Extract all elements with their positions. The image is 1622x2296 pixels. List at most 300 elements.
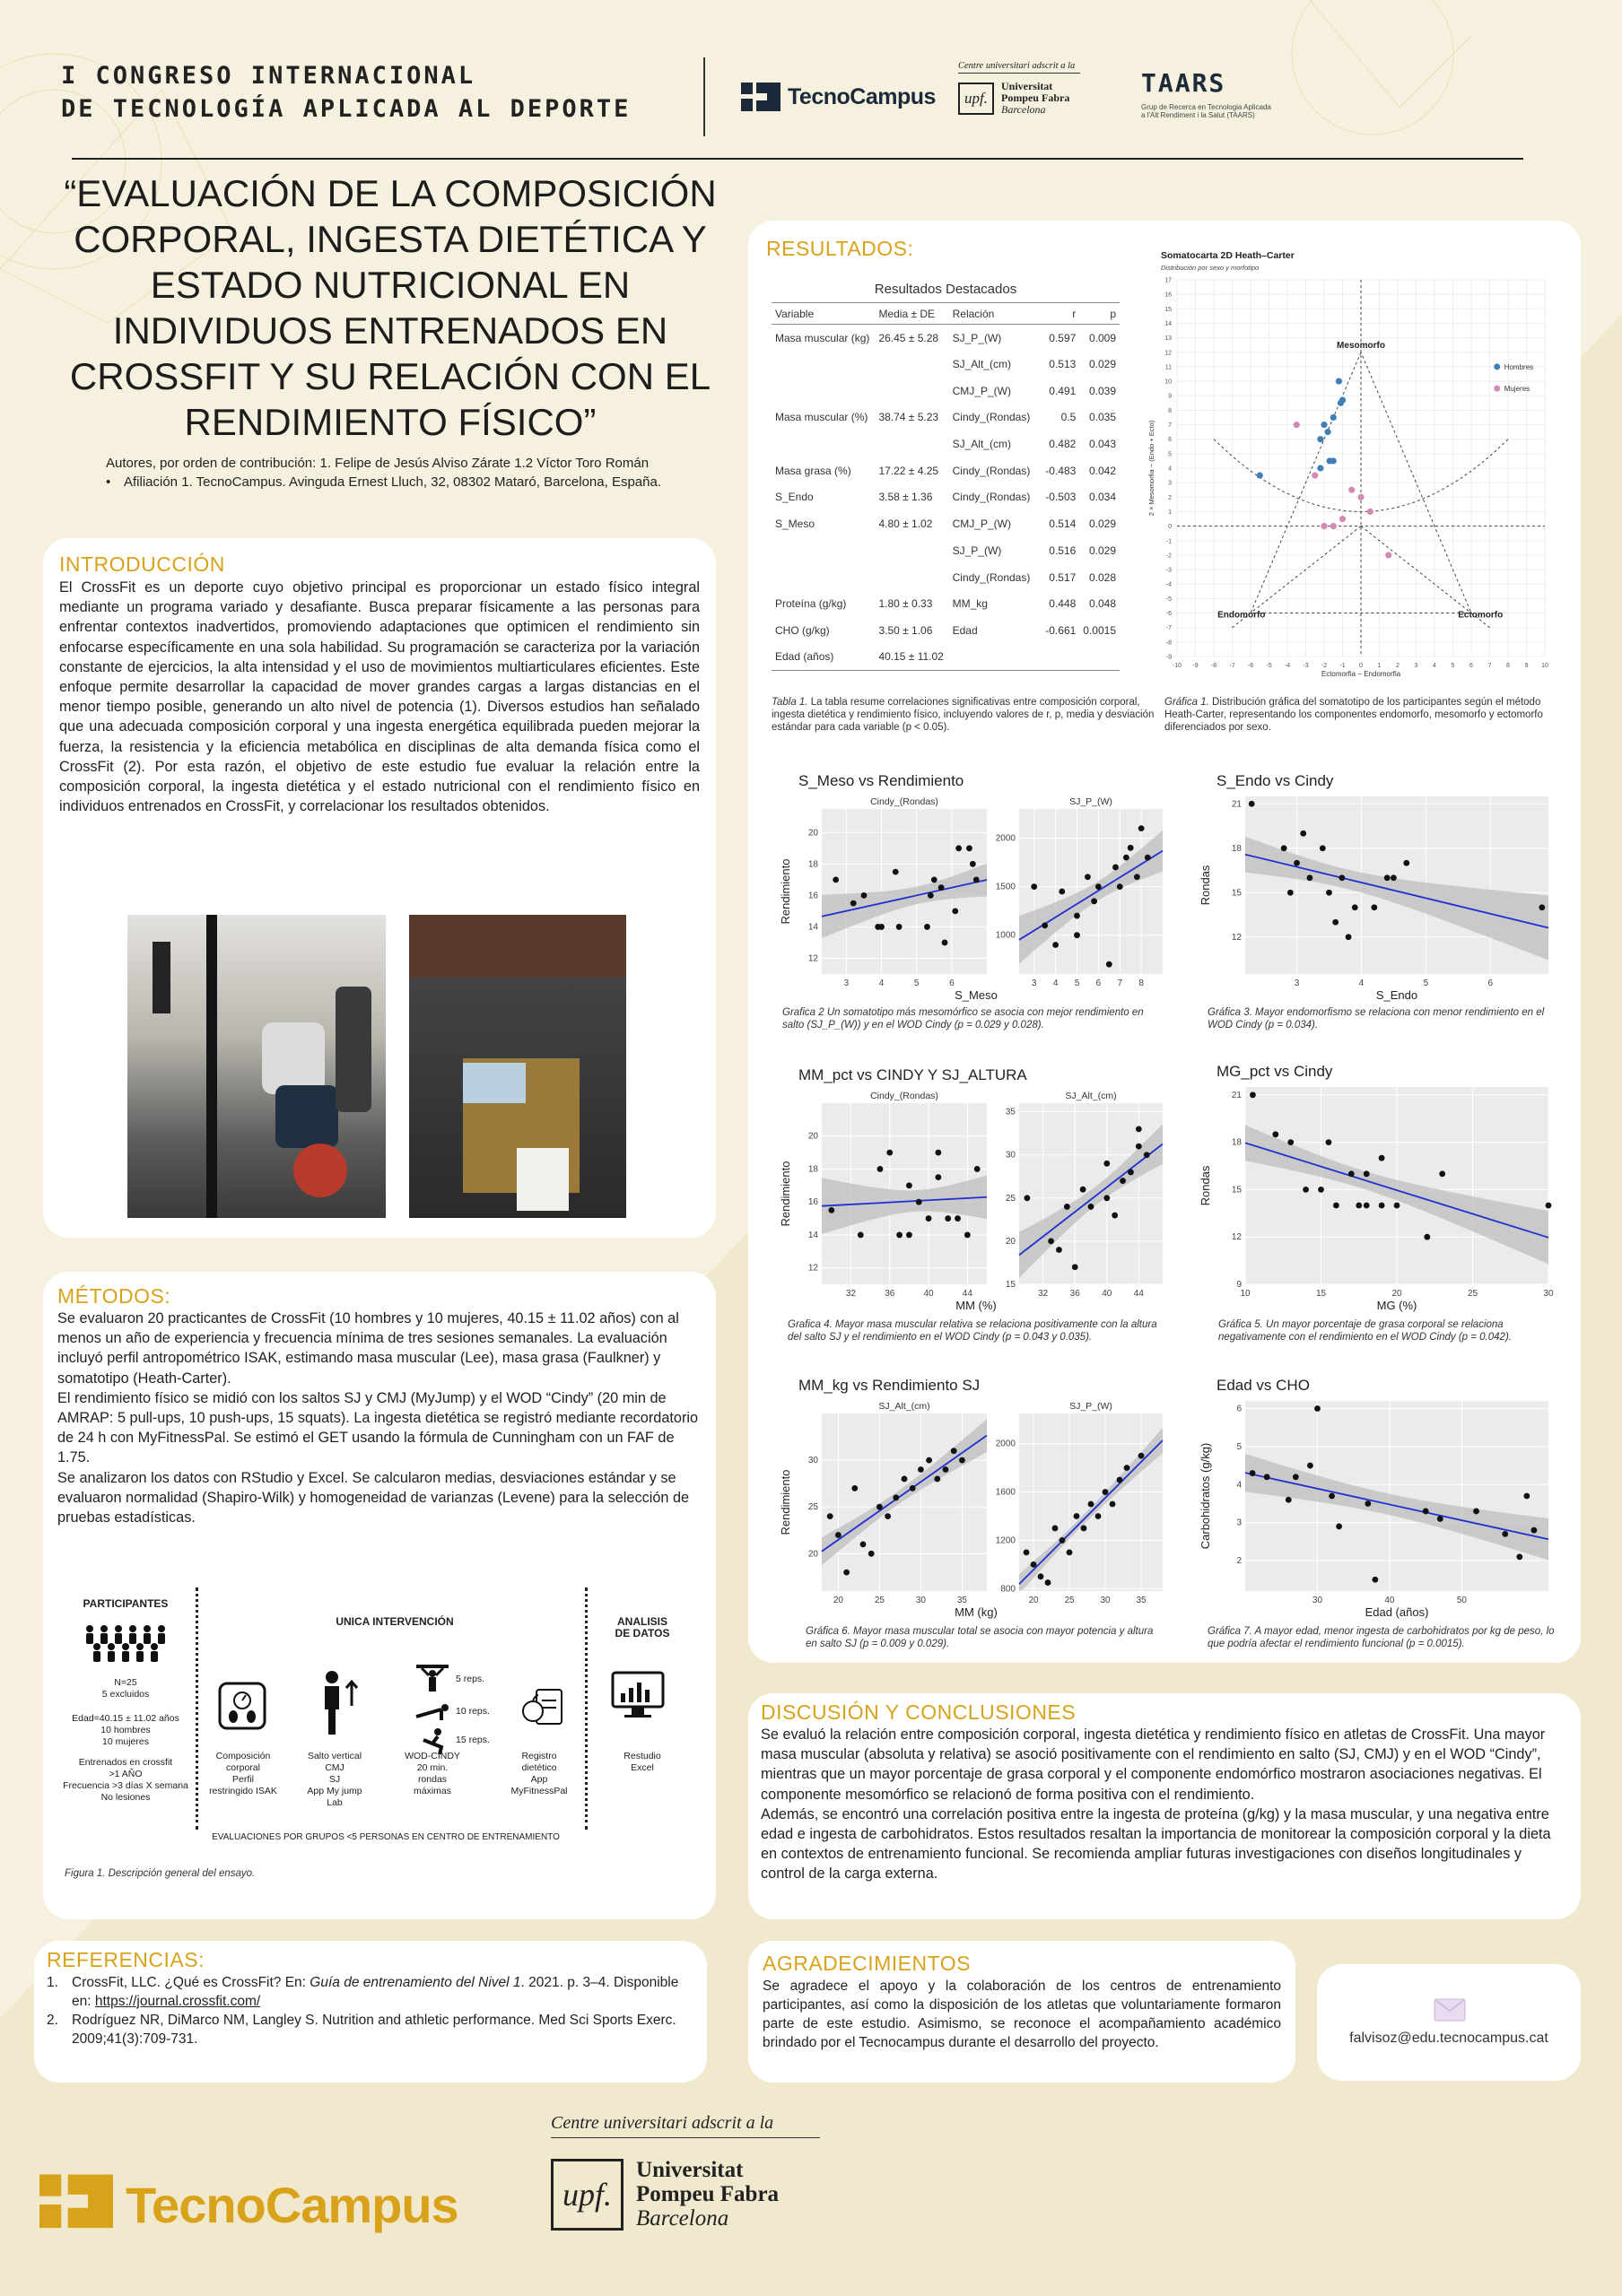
y-axis-title: Rondas <box>1199 1165 1212 1206</box>
y-tick-label: 21 <box>1231 799 1242 810</box>
adscrit-text: Centre universitari adscrit a la <box>958 61 1080 74</box>
data-point <box>1112 1213 1118 1219</box>
y-tick-label: 14 <box>807 922 818 933</box>
fig1-composition <box>203 1751 283 1797</box>
discussion-heading: DISCUSIÓN Y CONCLUSIONES <box>761 1700 1077 1724</box>
table-row <box>772 484 1120 511</box>
references-list <box>47 1973 693 2048</box>
methods-p1: Se evaluaron 20 practicantes de CrossFit (10 hombres y 10 mujeres, 40.15 ± 11.02 años) con al menos un año de experiencia y frecuencia mínima de tres sesiones semanales. La evaluación incluyó perfil antropométrico ISAK, estimando masa muscular (Lee), masa grasa (Faulkner) y somatotipo (Heath-Carter). <box>57 1310 679 1387</box>
data-point <box>1531 1527 1538 1534</box>
upf-name-3: Barcelona <box>1000 103 1046 116</box>
y-tick-label: 7 <box>1168 422 1172 430</box>
table-cell: 0.513 <box>1049 358 1077 371</box>
x-tick-label: -1 <box>1339 663 1346 669</box>
data-point <box>1138 1453 1145 1459</box>
x-tick-label: -2 <box>1321 663 1328 669</box>
table-cell: CHO (g/kg) <box>775 623 830 637</box>
data-point <box>1385 552 1391 558</box>
title-line-3: ESTADO NUTRICIONAL EN <box>150 264 631 306</box>
data-point <box>828 1207 834 1213</box>
data-point <box>1391 874 1397 881</box>
y-tick-label: 20 <box>807 1549 818 1560</box>
data-point <box>1307 874 1313 881</box>
data-point <box>851 1485 858 1492</box>
tecnocampus-footer-wordmark: TecnoCampus <box>126 2176 458 2233</box>
data-point <box>1372 1577 1378 1583</box>
y-tick-label: 15 <box>1005 1280 1016 1290</box>
authors-block: Autores, por orden de contribución: 1. Felipe de Jesús Alviso Zárate 1.2 Víctor Toro Román • Afiliación 1. TecnoCampus. Avinguda Ernest Lluch, 32, 08302 Mataró, Barcelona, España. <box>106 454 716 491</box>
x-tick-label: 40 <box>923 1289 934 1299</box>
x-axis-title: MM (%) <box>955 1299 997 1312</box>
y-tick-label: 12 <box>1231 932 1242 943</box>
data-point <box>1064 1204 1070 1210</box>
data-point <box>868 1551 875 1557</box>
x-tick-label: 4 <box>1052 978 1059 988</box>
x-tick-label: 9 <box>1524 663 1529 669</box>
col-mean: Media ± DE <box>875 303 948 325</box>
data-point <box>1136 1126 1142 1132</box>
data-point <box>1134 874 1140 880</box>
table-cell: 4.80 ± 1.02 <box>878 517 933 531</box>
upf-logo-header <box>958 61 1080 116</box>
data-point <box>1326 890 1332 896</box>
table-cell: 0.043 <box>1088 438 1116 451</box>
tecnocampus-logo-header <box>741 83 936 111</box>
data-point <box>1136 1144 1142 1150</box>
x-tick-label: 7 <box>1487 663 1492 669</box>
facet-label: SJ_Alt_(cm) <box>878 1401 930 1412</box>
fig1-jump-2: CMJ <box>325 1762 344 1773</box>
y-tick-label: 18 <box>807 859 818 870</box>
data-point <box>1103 1489 1109 1495</box>
table-cell <box>772 564 875 591</box>
data-point <box>1042 922 1048 928</box>
footer-upf-2: Pompeu Fabra <box>636 2182 780 2206</box>
photo-squat <box>127 915 386 1218</box>
x-tick-label: 3 <box>843 978 850 988</box>
data-point <box>1287 1139 1294 1145</box>
contact-panel <box>1317 1964 1581 2081</box>
data-point <box>1371 904 1377 910</box>
data-point <box>1072 1264 1078 1270</box>
ref1-book: Guía de entrenamiento del Nivel 1 <box>310 1975 521 1990</box>
data-point <box>1473 1509 1479 1515</box>
x-tick-label: 6 <box>1095 978 1102 988</box>
data-point <box>1112 865 1119 871</box>
data-point <box>885 1513 891 1519</box>
y-tick-label: 30 <box>807 1456 818 1466</box>
table-cell: 17.22 ± 4.25 <box>878 464 939 477</box>
x-axis-title: Ectomorfia − Endomorfia <box>1321 670 1401 678</box>
data-point <box>1333 1203 1339 1209</box>
data-point <box>1293 1474 1299 1480</box>
x-tick-label: 4 <box>1433 663 1436 669</box>
upf-name-2: Pompeu Fabra <box>1000 91 1070 104</box>
congress-line1: I CONGRESO INTERNACIONAL <box>61 62 476 90</box>
data-point <box>970 861 976 867</box>
x-tick-label: -8 <box>1210 663 1217 669</box>
x-tick-label: 6 <box>1469 663 1473 669</box>
y-tick-label: 4 <box>1168 465 1172 473</box>
footer-adscrit: Centre universitari adscrit a la <box>551 2113 820 2138</box>
y-tick-label: 15 <box>1231 888 1242 899</box>
table-cell: 0.035 <box>1088 411 1116 424</box>
y-tick-label: 18 <box>807 1164 818 1175</box>
y-tick-label: 14 <box>807 1230 818 1240</box>
data-point <box>935 1150 941 1156</box>
header-rule <box>72 158 1523 160</box>
ref1-link[interactable]: https://journal.crossfit.com/ <box>94 1994 261 2009</box>
data-point <box>1546 1203 1552 1209</box>
table-cell: Cindy_(Rondas) <box>952 570 1031 584</box>
footer-upf-3: Barcelona <box>636 2206 729 2231</box>
data-point <box>1286 1497 1292 1503</box>
fig1-analysis-tools <box>597 1751 687 1774</box>
chart-subtitle: Distribución por sexo y morfotipo <box>1161 264 1260 272</box>
table-row <box>772 617 1120 644</box>
table-cell: 0.029 <box>1088 544 1116 557</box>
fig1-diet <box>499 1751 580 1797</box>
fig1-injuries: No lesiones <box>100 1792 151 1803</box>
table-cell <box>875 430 948 457</box>
table-cell: 0.514 <box>1049 517 1077 531</box>
table-cell: -0.503 <box>1045 491 1077 504</box>
data-point <box>1327 457 1333 464</box>
references-heading: REFERENCIAS: <box>47 1948 205 1971</box>
pullup-icon <box>414 1663 450 1693</box>
y-tick-label: 11 <box>1164 364 1172 371</box>
x-tick-label: 5 <box>1451 663 1455 669</box>
taars-sub1: Grup de Recerca en Tecnologia Aplicada <box>1141 103 1271 111</box>
chart-title: Somatocarta 2D Heath–Carter <box>1161 250 1295 261</box>
data-point <box>1424 1234 1430 1240</box>
y-tick-label: 15 <box>1164 306 1172 313</box>
table-cell: CMJ_P_(W) <box>952 517 1011 531</box>
data-point <box>1081 1526 1087 1532</box>
fig1-groups-note: EVALUACIONES POR GRUPOS <5 PERSONAS EN CENTRO DE ENTRENAMIENTO <box>212 1832 560 1842</box>
intro-heading: INTRODUCCIÓN <box>59 552 225 576</box>
data-point <box>1312 472 1318 478</box>
data-point <box>1031 1561 1037 1568</box>
data-point <box>1095 883 1102 890</box>
fig1-intervention-label: UNICA INTERVENCIÓN <box>336 1615 454 1628</box>
table-cell: 0.0015 <box>1083 623 1116 637</box>
y-tick-label: 5 <box>1168 451 1172 458</box>
data-point <box>1348 487 1355 493</box>
data-point <box>1091 898 1097 904</box>
data-point <box>1352 904 1358 910</box>
ref1-text: CrossFit, LLC. ¿Qué es CrossFit? En: <box>72 1975 310 1990</box>
table-cell: Masa muscular (%) <box>775 411 868 424</box>
pushup-icon <box>414 1702 450 1722</box>
data-point <box>955 1215 961 1222</box>
chart-title: MM_pct vs CINDY Y SJ_ALTURA <box>798 1066 1027 1083</box>
upf-mark: upf. <box>958 83 994 115</box>
y-tick-label: 2000 <box>995 1439 1016 1449</box>
data-point <box>1336 1524 1342 1530</box>
y-tick-label: 8 <box>1168 407 1172 414</box>
table-cell: Masa grasa (%) <box>775 464 851 477</box>
data-point <box>1318 1187 1324 1193</box>
y-tick-label: 1 <box>1168 509 1172 516</box>
label-ectomorfo: Ectomorfo <box>1458 610 1504 621</box>
y-tick-label: 6 <box>1236 1404 1242 1414</box>
title-line-5: CROSSFIT Y SU RELACIÓN CON EL <box>69 355 711 397</box>
data-point <box>1117 1477 1123 1483</box>
fig1-wod <box>388 1751 477 1797</box>
x-axis-title: S_Endo <box>1375 988 1418 1002</box>
data-point <box>1052 942 1059 948</box>
footer-upf-1: Universitat <box>636 2158 744 2182</box>
table-cell: 0.597 <box>1049 331 1077 344</box>
data-point <box>1516 1553 1522 1560</box>
y-tick-label: 12 <box>1231 1232 1242 1243</box>
people-group-icon <box>81 1623 170 1663</box>
data-point <box>1294 860 1300 866</box>
table-cell: 0.5 <box>1060 411 1077 424</box>
data-point <box>1364 1170 1370 1177</box>
ref1-text-2: . 2021. p. 3–4. Disponible en: <box>72 1975 679 2009</box>
scale-icon <box>217 1681 267 1731</box>
table1-caption <box>772 696 1157 734</box>
data-point <box>886 1150 893 1156</box>
table-row <box>772 510 1120 537</box>
chart-mgpct-vs-cindy <box>1199 1060 1557 1315</box>
x-tick-label: 4 <box>878 978 885 988</box>
table-cell <box>875 351 948 378</box>
x-tick-label: 36 <box>885 1289 895 1299</box>
y-tick-label: -7 <box>1165 625 1172 632</box>
data-point <box>896 924 903 930</box>
data-point <box>1339 516 1346 522</box>
data-point <box>1145 855 1151 861</box>
fig1-wod-3: rondas <box>417 1774 448 1785</box>
title-line-4: INDIVIDUOS ENTRENADOS EN <box>112 309 668 352</box>
x-tick-label: 20 <box>833 1596 843 1605</box>
congress-title <box>61 59 631 126</box>
x-tick-label: 15 <box>1315 1289 1327 1299</box>
data-point <box>931 876 937 883</box>
table-header-row <box>772 303 1120 325</box>
data-point <box>1356 1203 1362 1209</box>
data-point <box>876 1504 883 1510</box>
table-cell: 0.039 <box>1088 384 1116 397</box>
y-tick-label: 4 <box>1236 1480 1242 1491</box>
y-tick-label: 30 <box>1005 1150 1016 1161</box>
table-cell: Cindy_(Rondas) <box>952 411 1031 424</box>
y-tick-label: 9 <box>1168 393 1172 400</box>
table-cell: 0.491 <box>1049 384 1077 397</box>
data-point <box>1250 1091 1256 1098</box>
label-mesomorfo: Mesomorfo <box>1337 340 1385 351</box>
table-cell: Edad (años) <box>772 644 875 671</box>
graf4-caption: Grafica 4. Mayor masa muscular relativa se relaciona positivamente con la altura del salto SJ y el rendimiento en el WOD Cindy (p = 0.043 y 0.035). <box>788 1319 1157 1343</box>
data-point <box>942 940 948 946</box>
data-point <box>896 1232 903 1239</box>
data-point <box>906 1182 912 1188</box>
results-table-wrap <box>772 280 1120 671</box>
data-point <box>1346 934 1352 940</box>
y-tick-label: 25 <box>1005 1193 1016 1204</box>
col-p: p <box>1079 303 1120 325</box>
data-point <box>1128 845 1134 851</box>
intro-text: El CrossFit es un deporte cuyo objetivo principal es proporcionar un estado físico integral mediante un programa variado y desafiante. Busca preparar físicamente a las personas para enfrentar contextos inadvertidos, promoviendo adaptaciones que optimicen el rendimiento sin enfocarse específicamente en una sola habilidad. Su programación se caracteriza por la variación constante de ejercicios, la alta intensidad y el uso de movimientos multiarticulares eficientes. Este enfoque permite desarrollar la capacidad de mover grandes cargas a largas distancias en el menor tiempo posible, generando un alto nivel de potencia (1). Diversos estudios han señalado que una adecuada composición corporal y una ingesta energética equilibrada pueden mejorar la fuerza, la resistencia y la eficiencia metabólica en disciplinas de alta demanda física como el CrossFit (2). Por esta razón, el objetivo de este estudio fue evaluar la relación entre la composición corporal, la ingesta dietética y el estado nutricional con el rendimiento físico en individuos entrenados en CrossFit, y correlacionar los resultados obtenidos. <box>59 579 700 815</box>
fig1-analysis-1: ANALISIS <box>616 1615 667 1628</box>
data-point <box>1300 831 1306 837</box>
data-point <box>1523 1493 1530 1500</box>
data-point <box>1257 472 1263 478</box>
data-point <box>1088 1501 1094 1508</box>
methods-heading: MÉTODOS: <box>57 1284 171 1308</box>
data-point <box>1024 1549 1030 1555</box>
y-tick-label: 3 <box>1168 480 1172 487</box>
methods-text <box>57 1309 703 1527</box>
table-cell: 3.50 ± 1.06 <box>878 623 933 637</box>
fig1-jump-1: Salto vertical <box>307 1751 362 1761</box>
fig1-participants-label: PARTICIPANTES <box>83 1597 169 1610</box>
x-tick-label: 25 <box>874 1596 885 1605</box>
authors-line: Autores, por orden de contribución: 1. Felipe de Jesús Alviso Zárate 1.2 Víctor Toro Román <box>106 456 650 471</box>
data-point <box>1103 1161 1110 1167</box>
table-cell: SJ_P_(W) <box>952 544 1002 557</box>
table-cell: Masa muscular (kg) <box>775 331 870 344</box>
x-tick-label: -5 <box>1266 663 1272 669</box>
y-tick-label: 16 <box>807 1197 818 1208</box>
methods-p2: El rendimiento físico se midió con los saltos SJ y CMJ (MyJump) y el WOD “Cindy” (20 min de AMRAP: 5 pull-ups, 10 push-ups, 15 squats). La ingesta dietética se registró mediante recordatorio de 24 h con MyFitnessPal. Se estimó el GET usando la fórmula de Cunningham con un FAF de 1.75. <box>57 1389 699 1466</box>
data-point <box>1439 1170 1445 1177</box>
table-cell: 38.74 ± 5.23 <box>878 411 939 424</box>
y-tick-label: 21 <box>1231 1090 1242 1100</box>
y-tick-label: -2 <box>1165 552 1172 560</box>
table-row <box>772 351 1120 378</box>
fig1-analysis-label <box>597 1616 687 1639</box>
data-point <box>1330 414 1337 421</box>
fig1-participant-info <box>63 1677 188 1804</box>
data-point <box>918 1466 924 1473</box>
data-point <box>1321 422 1327 428</box>
data-point <box>1338 400 1344 406</box>
data-point <box>1124 1465 1130 1471</box>
thanks-text: Se agradece el apoyo y la colaboración de los centros de entrenamiento participantes, así como la disposición de los atletas que voluntariamente formaron parte de este estudio. Asimismo, se reconoce el acompañamiento académico brindado por el Tecnocampus durante el desarrollo del proyecto. <box>763 1979 1281 2050</box>
table-cell <box>875 537 948 564</box>
figure1-diagram <box>63 1587 691 1857</box>
contact-email[interactable]: falvisoz@edu.tecnocampus.cat <box>1349 2031 1548 2046</box>
fig1-diet-2: dietético <box>521 1762 557 1773</box>
data-point <box>1364 1203 1370 1209</box>
table-row <box>772 564 1120 591</box>
x-tick-label: 10 <box>1240 1289 1251 1299</box>
reps-10: 10 reps. <box>456 1706 490 1717</box>
table-cell: 0.516 <box>1049 544 1077 557</box>
graf1-caption-text: Distribución gráfica del somatotipo de los participantes según el método Heath-Carter, representando los componentes endomorfo, mesomorfo y ectomorfo diferenciados por sexo. <box>1164 697 1543 733</box>
y-tick-label: -5 <box>1165 596 1172 603</box>
data-point <box>1320 845 1326 851</box>
data-point <box>835 1532 842 1538</box>
data-point <box>935 1174 941 1180</box>
fig1-divider-right <box>585 1587 588 1830</box>
data-point <box>1502 1531 1508 1537</box>
methods-p3: Se analizaron los datos con RStudio y Excel. Se calcularon medias, desviaciones estándar y se evaluaron normalidad (Shapiro-Wilk) y homogeneidad de varianzas (Levene) para la selección de pruebas estadísticas. <box>57 1469 690 1526</box>
table-cell: 0.448 <box>1049 597 1077 611</box>
chart-title: S_Meso vs Rendimiento <box>798 772 964 789</box>
data-point <box>1074 932 1080 938</box>
data-point <box>1138 825 1145 831</box>
data-point <box>1080 1187 1086 1193</box>
data-point <box>1317 465 1323 471</box>
data-point <box>1330 523 1337 529</box>
tecnocampus-wordmark: TecnoCampus <box>788 83 936 109</box>
y-tick-label: 5 <box>1236 1441 1242 1452</box>
table-cell <box>875 564 948 591</box>
table-cell <box>1079 644 1120 671</box>
table-row <box>772 457 1120 484</box>
data-point <box>1088 1204 1094 1210</box>
fig1-wod-1: WOD-CINDY <box>405 1751 460 1761</box>
data-point <box>928 892 934 899</box>
data-point <box>1250 1470 1256 1476</box>
table-cell <box>875 378 948 404</box>
y-tick-label: -3 <box>1165 567 1172 574</box>
vertical-jump-icon <box>312 1670 366 1736</box>
fig1-age: Edad=40.15 ± 11.02 años <box>72 1713 179 1724</box>
data-point <box>1367 509 1373 515</box>
x-tick-label: 35 <box>956 1596 967 1605</box>
table-cell: Edad <box>952 623 978 637</box>
col-relation: Relación <box>949 303 1042 325</box>
fig1-comp-1: Composición <box>215 1751 271 1761</box>
y-tick-label: 2 <box>1236 1556 1242 1567</box>
chart-title: MG_pct vs Cindy <box>1216 1063 1333 1080</box>
data-point <box>1307 1463 1313 1469</box>
apple-clipboard-icon <box>520 1681 565 1727</box>
label-endomorfo: Endomorfo <box>1217 610 1266 621</box>
table-row <box>772 430 1120 457</box>
table-cell: MM_kg <box>952 597 988 611</box>
table-cell: S_Endo <box>775 491 814 504</box>
data-point <box>1085 874 1091 880</box>
fig1-diet-1: Registro <box>521 1751 557 1761</box>
graf5-caption: Gráfica 5. Un mayor porcentaje de grasa corporal se relaciona negativamente con el rendimiento en el WOD Cindy (p = 0.042). <box>1218 1319 1512 1343</box>
data-point <box>1326 1139 1332 1145</box>
fig1-diet-3: App <box>530 1774 548 1785</box>
data-point <box>943 1466 949 1473</box>
discussion-p2: Además, se encontró una correlación positiva entre la ingesta de proteína (g/kg) y la masa muscular, y una negativa entre edad e ingesta de carbohidratos. Estos resultados resaltan la importancia de monitorear la composición corporal y la dieta en contextos de entrenamiento funcional. Se recomienda ampliar futuras investigaciones con diseños longitudinales y control de la carga externa. <box>761 1805 1551 1883</box>
y-tick-label: 12 <box>1164 350 1172 357</box>
fig1-tools-1: Restudio <box>624 1751 661 1761</box>
taars-sub2: a l'Alt Rendiment i la Salut (TAARS) <box>1141 111 1255 119</box>
table-cell <box>1042 644 1079 671</box>
data-point <box>1314 1405 1321 1412</box>
data-point <box>934 1476 940 1483</box>
y-axis-title: Rendimiento <box>779 1469 792 1535</box>
data-point <box>1365 1500 1371 1507</box>
data-point <box>827 1513 833 1519</box>
table-cell: 0.009 <box>1088 331 1116 344</box>
data-point <box>1264 1474 1270 1480</box>
y-axis-title: Carbohidratos (g/kg) <box>1199 1442 1212 1550</box>
y-tick-label: 2 <box>1168 494 1172 501</box>
legend-marker <box>1494 363 1500 370</box>
x-tick-label: 44 <box>1133 1289 1144 1299</box>
poster-title <box>54 170 727 445</box>
reps-5: 5 reps. <box>456 1674 485 1684</box>
chart-title: MM_kg vs Rendimiento SJ <box>798 1377 981 1394</box>
table-cell: Cindy_(Rondas) <box>952 491 1031 504</box>
x-tick-label: 7 <box>1117 978 1123 988</box>
data-point <box>926 1457 932 1464</box>
y-tick-label: 10 <box>1164 378 1172 386</box>
x-tick-label: 30 <box>1312 1596 1323 1605</box>
